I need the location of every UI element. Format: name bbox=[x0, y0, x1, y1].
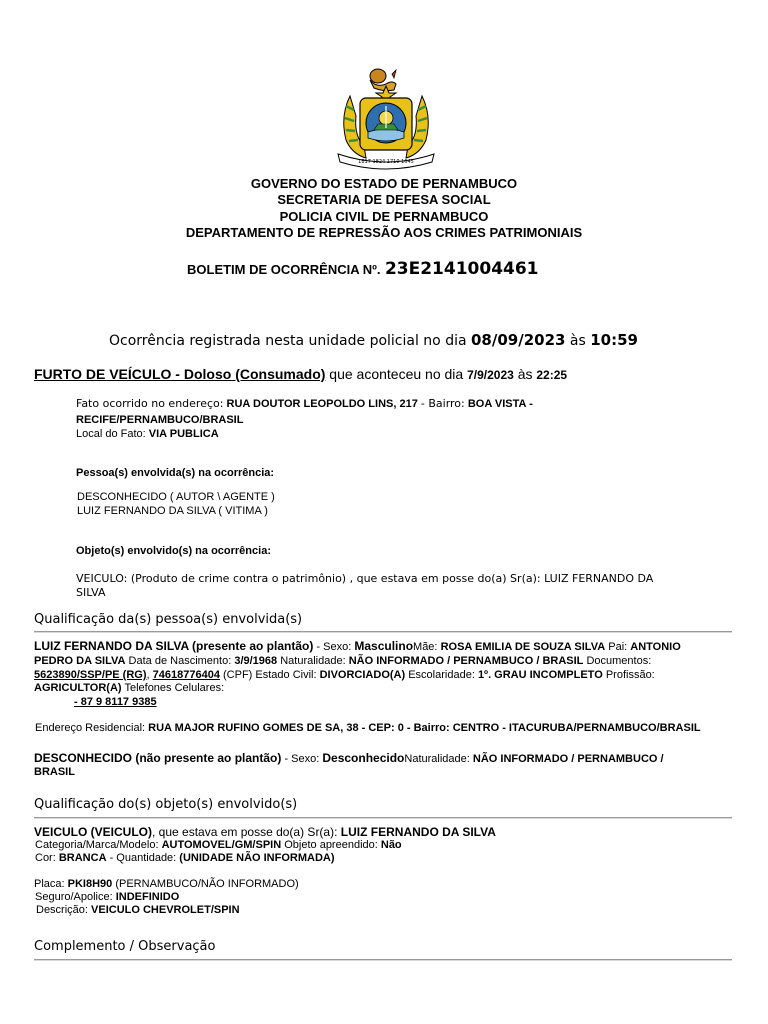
categoria-label: Categoria/Marca/Modelo: bbox=[35, 839, 159, 851]
naturalidade-label: Naturalidade: bbox=[280, 655, 346, 667]
registro-text: Ocorrência registrada nesta unidade policial no dia bbox=[109, 333, 467, 349]
section-title-pessoas: Qualificação da(s) pessoa(s) envolvida(s) bbox=[34, 612, 303, 627]
ocorrencia-type: FURTO DE VEÍCULO - Doloso (Consumado) bbox=[34, 366, 326, 382]
sexo-value: Desconhecido bbox=[322, 751, 405, 765]
fato-city: RECIFE/PERNAMBUCO/BRASIL bbox=[76, 414, 244, 426]
pai-label: Pai: bbox=[608, 641, 628, 653]
posse-text: , que estava em posse do(a) Sr(a): bbox=[152, 825, 338, 839]
estado-civil-value: DIVORCIADO(A) bbox=[319, 669, 406, 681]
ocorrencia-text: que aconteceu no dia bbox=[329, 366, 464, 382]
boletim-line bbox=[187, 259, 539, 279]
documentos-label: Documentos: bbox=[586, 655, 652, 667]
naturalidade-value: NÃO INFORMADO / PERNAMBUCO / BRASIL bbox=[348, 655, 584, 667]
registro-date: 08/09/2023 bbox=[471, 331, 566, 349]
rg-value: 5623890/SSP/PE (RG) bbox=[34, 669, 147, 681]
mae-label: Mãe: bbox=[413, 641, 438, 653]
local-label: Local do Fato: bbox=[76, 428, 146, 440]
ocorrencia-time: 22:25 bbox=[536, 368, 568, 382]
pessoa-qualificacao-1: LUIZ FERNANDO DA SILVA (presente ao plantão) - Sexo: MasculinoMãe: ROSA EMILIA DE SOUZA SILVA Pai: ANTONIO PEDRO DA SILVA Data de Nascimento: 3/9/1968 Naturalidade: NÃO INFORMADO / PERNAMBUCO / BRASIL Documentos: 5623890/SSP/PE (RG), 74618776404 (CPF) Estado Civil: DIVORCIADO(A) Escolaridade: 1º. GRAU INCOMPLETO Profissão: AGRICULTOR(A) Telefones Celulares: - 87 9 8117 9385 Endereço Residencial: RUA MAJOR RUFINO GOMES DE SA, 38 - CEP: 0 - Bairro: CENTRO - ITACURUBA/PERNAMBUCO/BRASIL bbox=[34, 639, 701, 734]
placa-label: Placa: bbox=[34, 878, 65, 890]
section-title-complemento: Complemento / Observação bbox=[34, 939, 216, 954]
naturalidade-value: NÃO INFORMADO / PERNAMBUCO / bbox=[472, 753, 664, 765]
coat-of-arms-icon bbox=[334, 66, 438, 170]
ocorrencia-date: 7/9/2023 bbox=[467, 368, 514, 382]
ocorrencia-sep: às bbox=[517, 366, 533, 382]
apreendido-value: Não bbox=[380, 839, 402, 851]
fato-bairro-label: - Bairro: bbox=[420, 397, 465, 410]
cpf-label: (CPF) bbox=[223, 669, 253, 681]
objeto-line-cont: SILVA bbox=[76, 586, 106, 599]
divider bbox=[34, 631, 732, 633]
profissao-label: Profissão: bbox=[605, 669, 655, 681]
escolaridade-label: Escolaridade: bbox=[408, 669, 475, 681]
objetos-title: Objeto(s) envolvido(s) na ocorrência: bbox=[76, 545, 271, 557]
profissao-value: AGRICULTOR(A) bbox=[34, 682, 122, 694]
fato-label: Fato ocorrido no endereço: bbox=[76, 397, 224, 410]
endereco-value: RUA MAJOR RUFINO GOMES DE SA, 38 - CEP: 0 - Bairro: CENTRO - ITACURUBA/PERNAMBUCO/BRASIL bbox=[148, 722, 701, 734]
endereco-label: Endereço Residencial: bbox=[35, 722, 146, 734]
divider bbox=[34, 959, 732, 961]
sexo-label: - Sexo: bbox=[316, 641, 352, 653]
fato-bairro: BOA VISTA - bbox=[467, 398, 533, 410]
lion-icon bbox=[370, 69, 396, 91]
header-secretaria: SECRETARIA DE DEFESA SOCIAL bbox=[277, 192, 491, 207]
header-departamento: DEPARTAMENTO DE REPRESSÃO AOS CRIMES PATRIMONIAIS bbox=[185, 225, 583, 240]
objeto-name: VEICULO (VEICULO) bbox=[34, 825, 153, 839]
seguro-label: Seguro/Apolice: bbox=[35, 891, 113, 903]
pessoa-item: LUIZ FERNANDO DA SILVA ( VITIMA ) bbox=[77, 505, 268, 517]
owner-value: LUIZ FERNANDO DA SILVA bbox=[340, 825, 496, 839]
escolaridade-value: 1º. GRAU INCOMPLETO bbox=[477, 669, 603, 681]
objeto-line: VEICULO: (Produto de crime contra o patrimônio) , que estava em posse do(a) Sr(a): LUIZ FERNANDO DA bbox=[76, 572, 654, 585]
pessoa-item: DESCONHECIDO ( AUTOR \ AGENTE ) bbox=[77, 491, 275, 503]
seal-ribbon-text: 1817 1824 1710 1645 bbox=[358, 159, 414, 165]
section-title-objetos: Qualificação do(s) objeto(s) envolvido(s) bbox=[34, 797, 298, 812]
descricao-value: VEICULO CHEVROLET/SPIN bbox=[91, 904, 240, 916]
pessoa-name: DESCONHECIDO (não presente ao plantão) bbox=[34, 751, 282, 765]
boletim-label: BOLETIM DE OCORRÊNCIA Nº. bbox=[187, 262, 381, 277]
pessoas-title: Pessoa(s) envolvida(s) na ocorrência: bbox=[76, 467, 275, 479]
registro-time: 10:59 bbox=[590, 331, 638, 349]
mae-value: ROSA EMILIA DE SOUZA SILVA bbox=[440, 641, 606, 653]
quantidade-value: (UNIDADE NÃO INFORMADA) bbox=[179, 852, 335, 864]
boletim-number: 23E2141004461 bbox=[384, 259, 539, 279]
header-policia: POLICIA CIVIL DE PERNAMBUCO bbox=[279, 209, 489, 224]
categoria-value: AUTOMOVEL/GM/SPIN bbox=[161, 839, 282, 851]
cor-label: Cor: bbox=[35, 852, 56, 864]
local-value: VIA PUBLICA bbox=[148, 428, 219, 440]
nascimento-value: 3/9/1968 bbox=[234, 655, 278, 667]
sexo-value: Masculino bbox=[354, 639, 414, 653]
pessoa-name: LUIZ FERNANDO DA SILVA (presente ao plantão) bbox=[34, 639, 314, 653]
nascimento-label: Data de Nascimento: bbox=[128, 655, 232, 667]
divider bbox=[34, 817, 732, 819]
registro-sep: às bbox=[569, 333, 586, 349]
naturalidade-label: Naturalidade: bbox=[404, 753, 470, 765]
pessoa-qualificacao-2 bbox=[34, 752, 724, 779]
ocorrencia-line bbox=[34, 366, 567, 382]
header-government: GOVERNO DO ESTADO DE PERNAMBUCO bbox=[250, 176, 518, 191]
pai-value-cont: PEDRO DA SILVA bbox=[34, 655, 126, 667]
registro-line bbox=[109, 331, 638, 349]
cpf-value: 74618776404 bbox=[152, 669, 220, 681]
quantidade-label: - Quantidade: bbox=[109, 852, 177, 864]
cor-value: BRANCA bbox=[58, 852, 107, 864]
fato-address: RUA DOUTOR LEOPOLDO LINS, 217 bbox=[226, 398, 418, 410]
pai-value: ANTONIO bbox=[630, 641, 681, 653]
placa-location: (PERNAMBUCO/NÃO INFORMADO) bbox=[115, 878, 299, 890]
telefones-label: Telefones Celulares: bbox=[124, 682, 225, 694]
telefone-value: - 87 9 8117 9385 bbox=[74, 696, 157, 708]
estado-civil-label: Estado Civil: bbox=[255, 669, 317, 681]
apreendido-label: Objeto apreendido: bbox=[284, 839, 378, 851]
objeto-qualificacao bbox=[34, 826, 724, 917]
seguro-value: INDEFINIDO bbox=[115, 891, 180, 903]
naturalidade-value-cont: BRASIL bbox=[34, 766, 75, 778]
placa-value: PKI8H90 bbox=[67, 878, 113, 890]
fato-block bbox=[76, 397, 636, 441]
descricao-label: Descrição: bbox=[36, 904, 88, 916]
sexo-label: - Sexo: bbox=[284, 753, 320, 765]
